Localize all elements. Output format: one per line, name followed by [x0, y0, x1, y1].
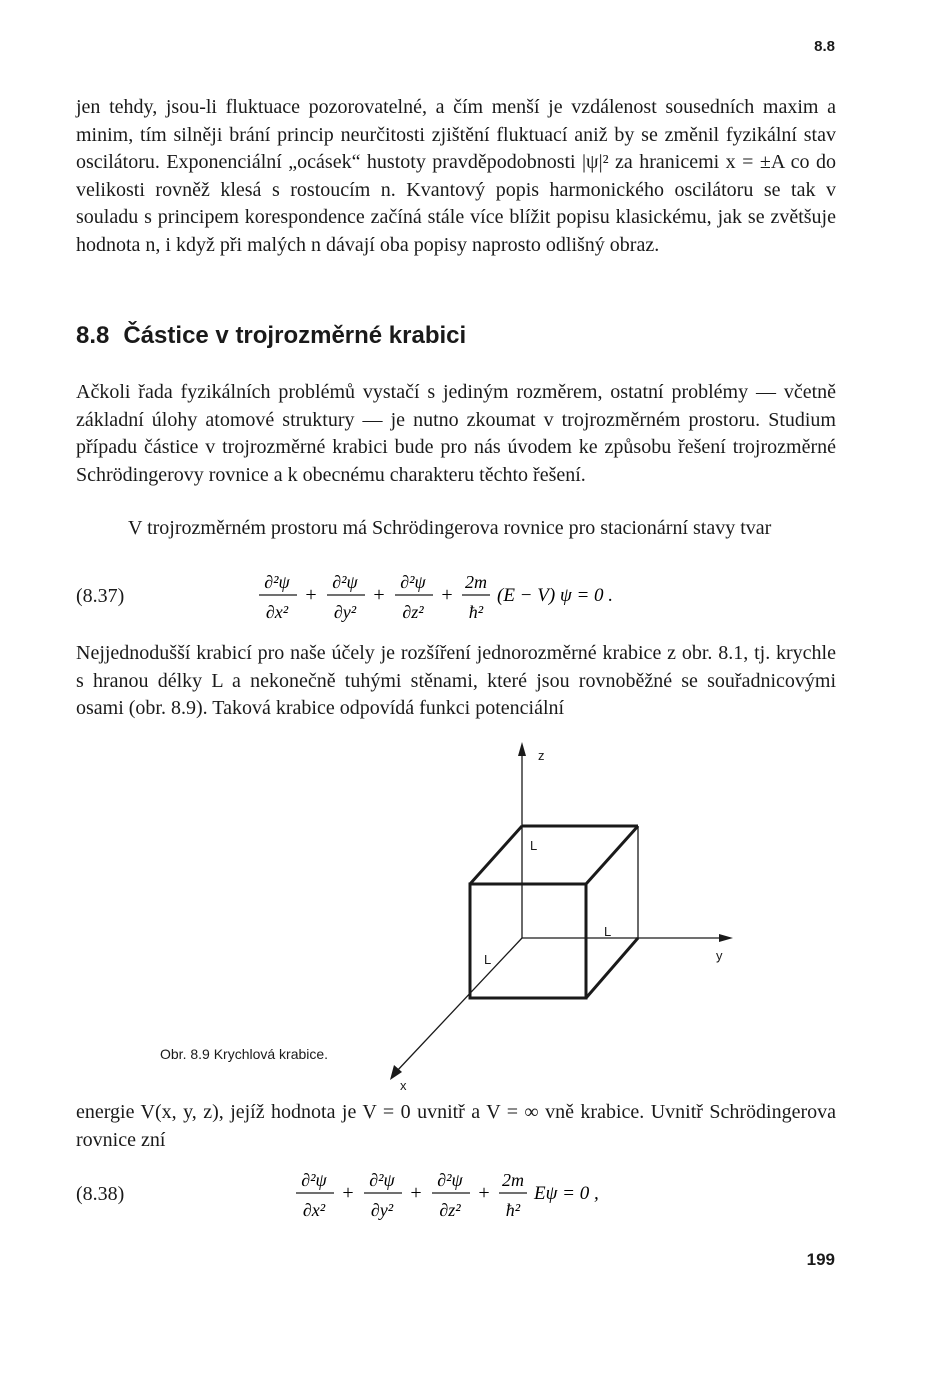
- eq1-term-z-num: ∂²ψ: [400, 572, 426, 592]
- eq1-coef-den: ħ²: [468, 602, 484, 622]
- paragraph-intro-3d: Ačkoli řada fyzikálních problémů vystačí s jediným rozměrem, ostatní problémy — včetně základní úlohy atomové struktury — je nutno zkoumat v trojrozměrném prostoru. Studium případu částice v trojrozměrné krabici bude pro nás úvodem ke způsobu řešení trojrozměrné Schrödingerovy rovnice a k obecnému charakteru těchto řešení.: [76, 381, 836, 486]
- axis-y-arrow: [719, 934, 733, 942]
- label-edge-L-y: L: [604, 924, 612, 939]
- eq2-term-z-den: ∂z²: [439, 1200, 461, 1220]
- eq2-coef-den: ħ²: [505, 1200, 521, 1220]
- label-axis-y: y: [716, 948, 723, 963]
- cube-edge-top-right: [586, 826, 638, 884]
- running-head-section-number: 8.8: [814, 38, 835, 55]
- eq2-term-x-den: ∂x²: [302, 1200, 326, 1220]
- cube-edge-top-left: [470, 826, 522, 884]
- eq1-plus-3: +: [441, 584, 453, 606]
- axis-x-line: [396, 938, 522, 1072]
- eq1-term-x-num: ∂²ψ: [264, 572, 290, 592]
- eq1-coef-num: 2m: [465, 572, 487, 592]
- paragraph-box-description: Nejjednodušší krabicí pro naše účely je rozšíření jednorozměrné krabice z obr. 8.1, tj. krychle s hranou délky L a nekonečně tuhými stěnami, které jsou rovnoběžné se souřadnicovými osami (obr. 8.9). Taková krabice odpovídá funkci potenciální: [76, 642, 836, 719]
- paragraph-schrodinger-form: V trojrozměrném prostoru má Schrödingerova rovnice pro stacionární stavy tvar: [128, 517, 772, 539]
- label-edge-L-x: L: [484, 952, 492, 967]
- eq2-plus-3: +: [478, 1182, 490, 1204]
- paragraph-oscillator-conclusion: jen tehdy, jsou-li fluktuace pozorovatelné, a čím menší je vzdálenost sousedních maxim a minim, tím silněji brání princip neurčitosti zjištění fluktuací aniž by se změnil fyzikální stav oscilátoru. Exponenciální „ocásek“ hustoty pravděpodobnosti |ψ|² za hranicemi x = ±A co do velikosti rovněž klesá s rostoucím n. Kvantový popis harmonického oscilátoru se tak v souladu s principem korespondence začíná stále více blížit popisu klasickému, jak se zvětšuje hodnota n, i když při malých n dávají oba popisy naprosto odlišný obraz.: [76, 96, 836, 256]
- figure-cube-box: [380, 738, 760, 1098]
- equation-8-37: [255, 566, 675, 628]
- equation-number-8-38: (8.38): [76, 1183, 125, 1205]
- eq1-tail: (E − V) ψ = 0 .: [497, 585, 614, 606]
- section-heading: [76, 322, 466, 350]
- eq2-coef-num: 2m: [502, 1170, 524, 1190]
- paragraph-potential-energy: energie V(x, y, z), jejíž hodnota je V = 0 uvnitř a V = ∞ vně krabice. Uvnitř Schrödingerova rovnice zní: [76, 1101, 836, 1151]
- eq2-tail: Eψ = 0 ,: [534, 1183, 599, 1204]
- eq2-term-y-den: ∂y²: [370, 1200, 394, 1220]
- eq2-plus-1: +: [342, 1182, 354, 1204]
- axis-z-arrow: [518, 742, 526, 756]
- eq1-term-z-den: ∂z²: [402, 602, 424, 622]
- eq1-plus-2: +: [373, 584, 385, 606]
- label-edge-L-z: L: [530, 838, 538, 853]
- eq1-term-x-den: ∂x²: [265, 602, 289, 622]
- eq2-plus-2: +: [410, 1182, 422, 1204]
- section-number: 8.8: [76, 322, 110, 349]
- figure-caption: Obr. 8.9 Krychlová krabice.: [160, 1046, 329, 1062]
- label-axis-x: x: [400, 1078, 407, 1093]
- equation-number-8-37: (8.37): [76, 585, 125, 607]
- section-title: Částice v trojrozměrné krabici: [123, 322, 467, 349]
- cube-edge-bottom-right: [586, 938, 638, 998]
- eq1-term-y-den: ∂y²: [333, 602, 357, 622]
- equation-8-38: [292, 1164, 632, 1226]
- eq2-term-y-num: ∂²ψ: [369, 1170, 395, 1190]
- page-number: 199: [806, 1250, 835, 1269]
- eq1-term-y-num: ∂²ψ: [332, 572, 358, 592]
- cube-front-face: [470, 884, 586, 998]
- eq2-term-z-num: ∂²ψ: [437, 1170, 463, 1190]
- eq1-plus-1: +: [305, 584, 317, 606]
- label-axis-z: z: [538, 748, 545, 763]
- eq2-term-x-num: ∂²ψ: [301, 1170, 327, 1190]
